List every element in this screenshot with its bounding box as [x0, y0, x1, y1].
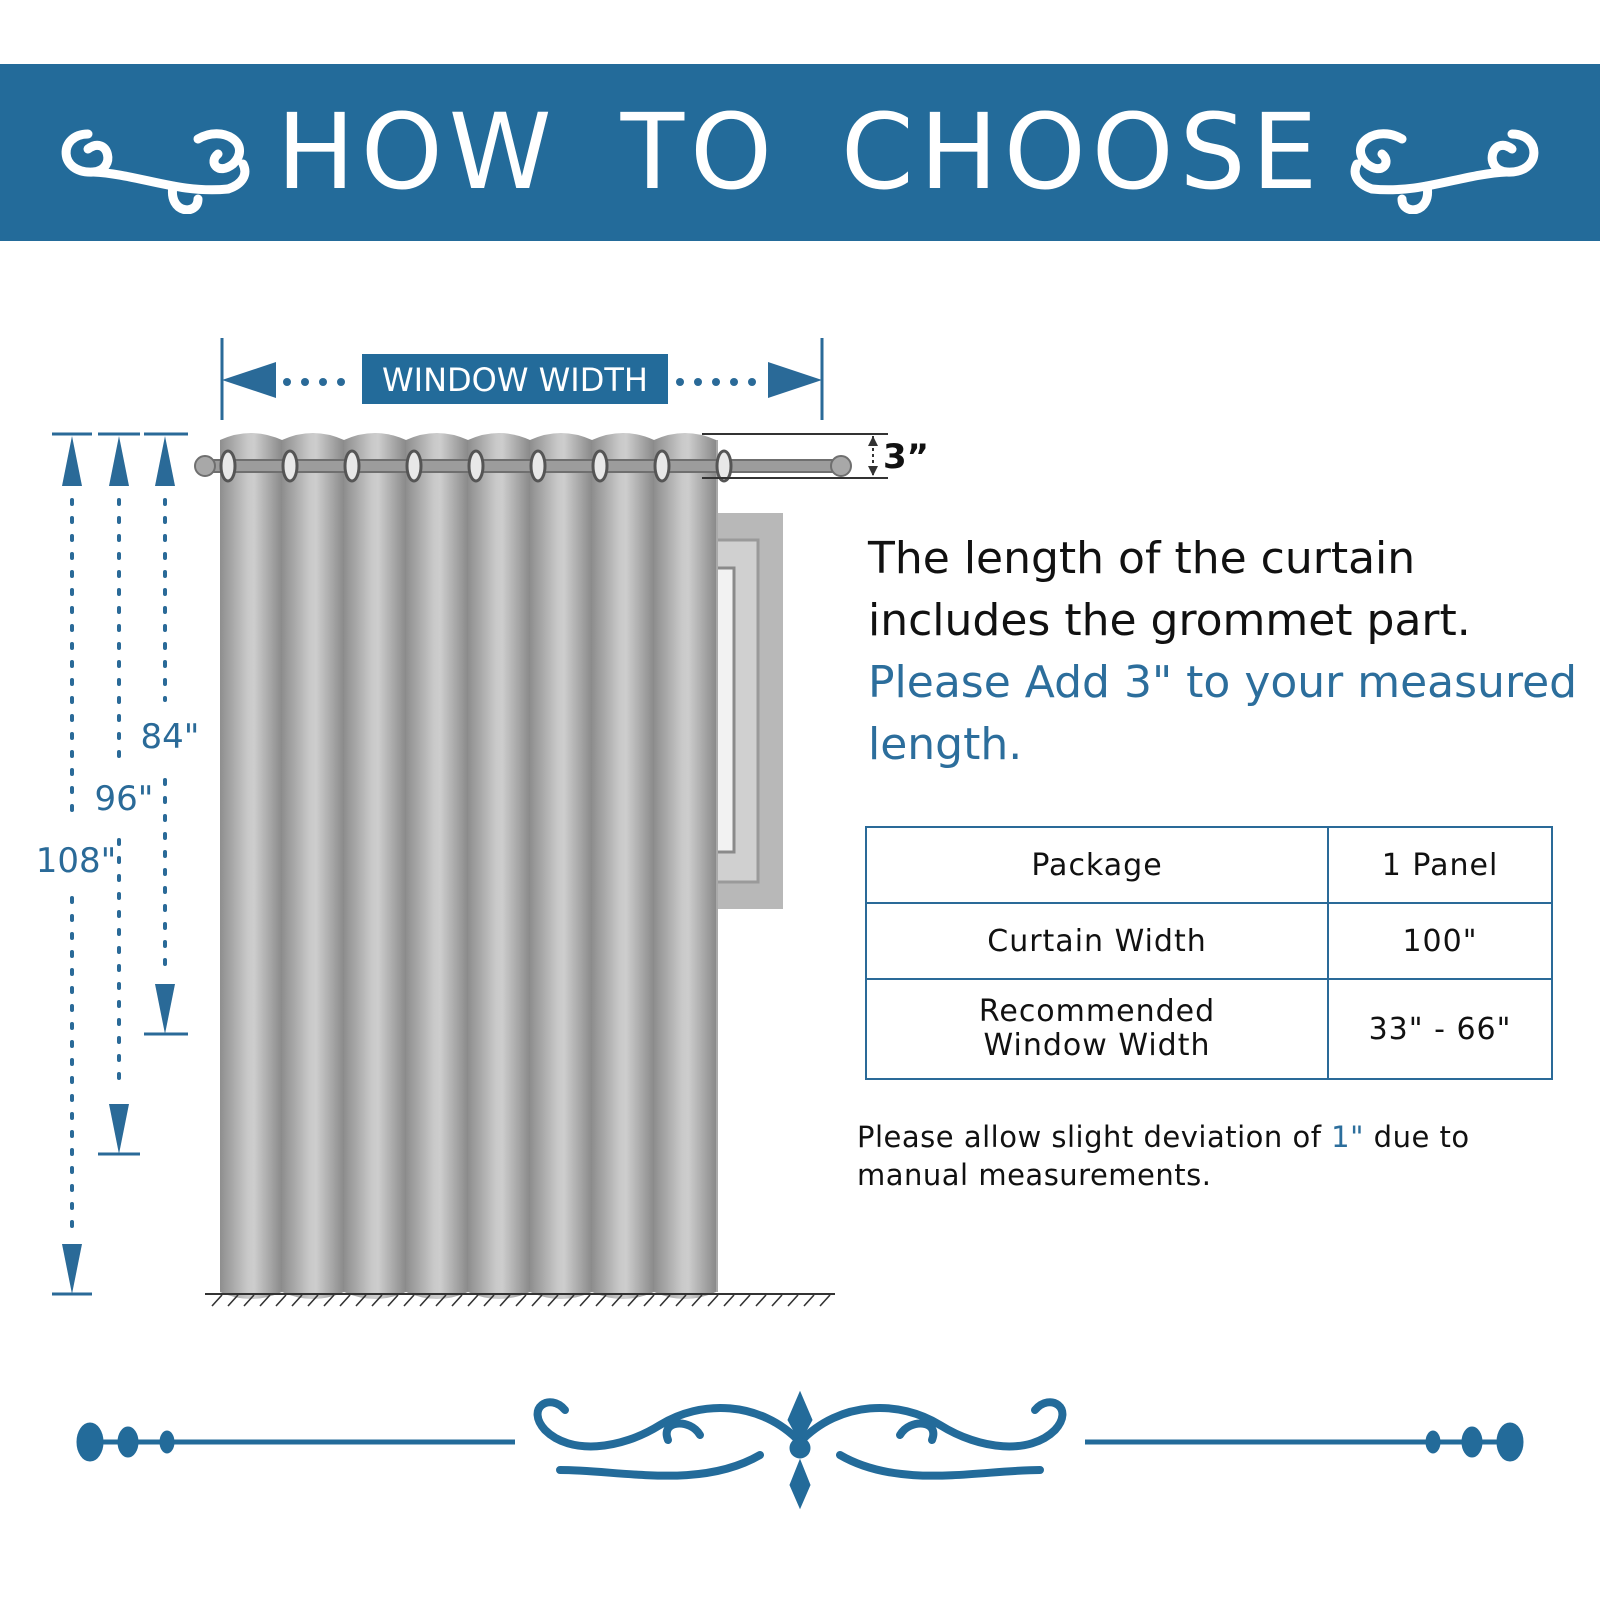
curtain-fold [468, 433, 530, 1299]
floor-hatch [740, 1295, 750, 1306]
curtain-fold [406, 433, 468, 1299]
table-cell-window-value: 33" - 66" [1328, 979, 1552, 1079]
length-96-label: 96" [94, 779, 154, 819]
table-cell-window-key: Recommended Window Width [866, 979, 1328, 1079]
table-cell-package-value: 1 Panel [1328, 827, 1552, 903]
floor-hatch [804, 1295, 814, 1306]
page-title: HOW TO CHOOSE [276, 91, 1324, 213]
grommet-ring [283, 451, 297, 481]
floor-hatch [468, 1295, 478, 1306]
floor-hatch [644, 1295, 654, 1306]
floor-hatch [820, 1295, 830, 1306]
floor-hatch [772, 1295, 782, 1306]
table-row [866, 827, 1552, 903]
grommet-ring [655, 451, 669, 481]
curtain-fold [282, 433, 344, 1299]
grommet-ring [407, 451, 421, 481]
spec-table [865, 826, 1553, 1080]
table-cell-width-key: Curtain Width [866, 903, 1328, 979]
floor-hatch [404, 1295, 414, 1306]
note-highlight: 1" [1331, 1120, 1364, 1154]
table-row [866, 903, 1552, 979]
length-96-dimension [95, 436, 154, 1154]
length-108-dimension [36, 436, 117, 1294]
window-width-dimension [222, 338, 822, 420]
curtain-fold [344, 433, 406, 1299]
note-suffix: due to manual measurements. [857, 1120, 1470, 1192]
grommet-ring [221, 451, 235, 481]
grommet-ring [717, 451, 731, 481]
table-row [866, 979, 1552, 1079]
length-84-label: 84" [140, 717, 200, 757]
window-width-label: WINDOW WIDTH [382, 361, 648, 399]
curtain-fold [592, 433, 654, 1299]
length-108-label: 108" [35, 841, 117, 881]
curtain-fold [654, 433, 716, 1299]
floor-hatch [708, 1295, 718, 1306]
floor-hatch [596, 1295, 606, 1306]
grommet-ring [531, 451, 545, 481]
length-84-dimension [141, 436, 200, 1034]
ornamental-divider-icon [77, 1392, 1523, 1508]
grommet-ring [469, 451, 483, 481]
curtain-length-description [868, 528, 1578, 776]
description-line-2: Please Add 3" to your measured length. [868, 657, 1578, 770]
grommet-ring [593, 451, 607, 481]
curtain-fold [530, 433, 592, 1299]
floor-hatch [212, 1295, 222, 1306]
floor-hatch [228, 1295, 238, 1306]
floor-hatch [788, 1295, 798, 1306]
floor-hatch [532, 1295, 542, 1306]
floor-hatch [660, 1295, 670, 1306]
floor-hatch [756, 1295, 766, 1306]
description-line-1: The length of the curtain includes the grommet part. [868, 533, 1471, 646]
floor-hatch [340, 1295, 350, 1306]
grommet-label: 3” [883, 437, 930, 477]
curtain-fold [220, 433, 282, 1299]
floor-hatch [516, 1295, 526, 1306]
deviation-note [857, 1118, 1577, 1194]
floor-hatch [276, 1295, 286, 1306]
floor-hatch [580, 1295, 590, 1306]
curtain-panel [220, 433, 718, 1299]
floor-hatch [724, 1295, 734, 1306]
grommet-ring [345, 451, 359, 481]
length-dimensions [36, 434, 200, 1294]
note-prefix: Please allow slight deviation of [857, 1120, 1332, 1154]
table-cell-width-value: 100" [1328, 903, 1552, 979]
table-cell-package-key: Package [866, 827, 1328, 903]
